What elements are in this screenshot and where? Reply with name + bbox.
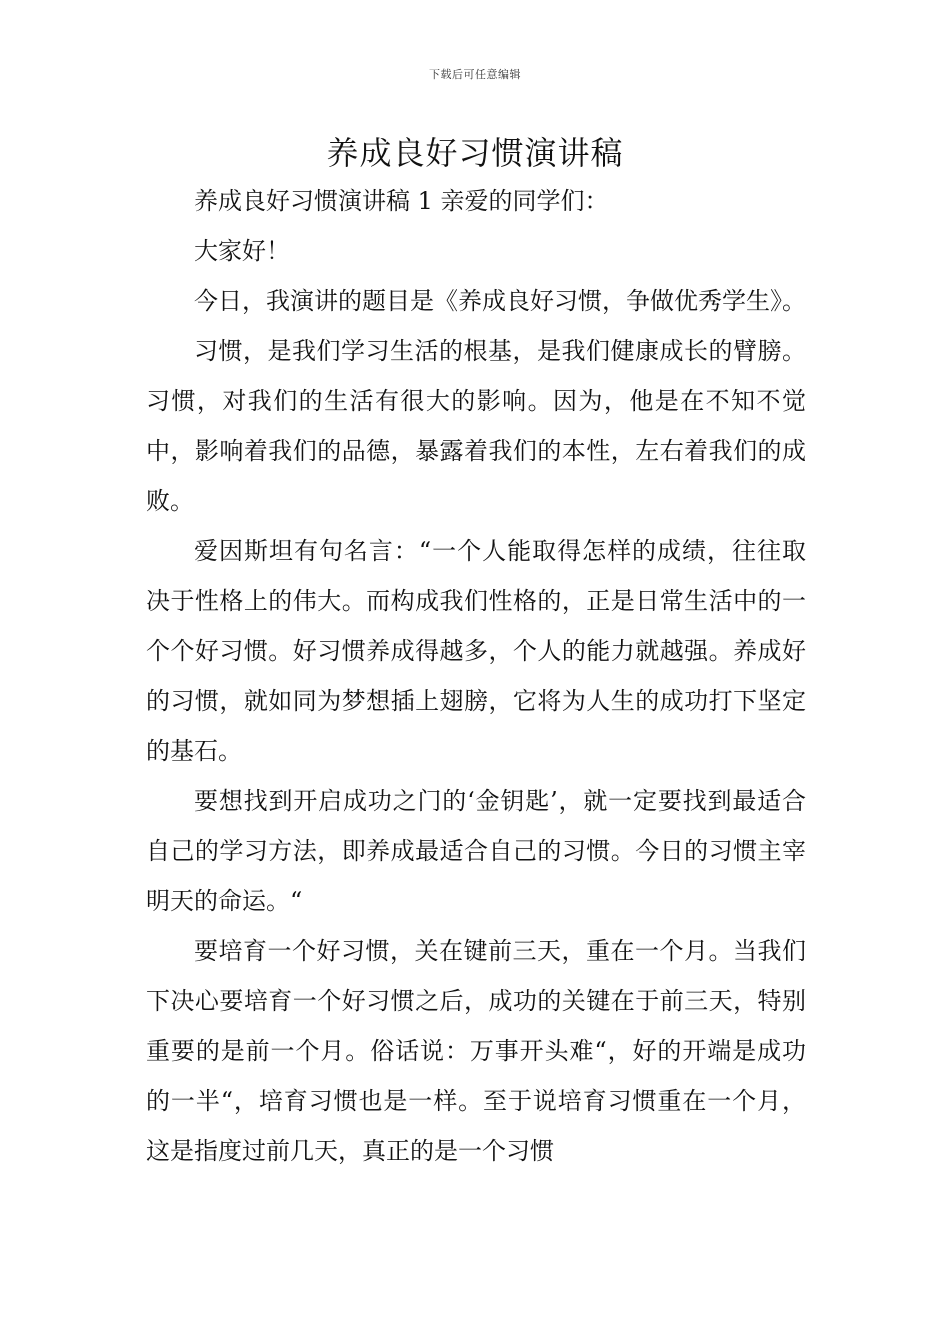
document-title: 养成良好习惯演讲稿: [326, 134, 624, 172]
paragraph-golden-key: 要想找到开启成功之门的‘金钥匙’，就一定要找到最适合自己的学习方法，即养成最适合自己的习惯。今日的习惯主宰明天的命运。“: [146, 787, 806, 915]
paragraph-habits-foundation: 习惯，是我们学习生活的根基，是我们健康成长的臂膀。习惯，对我们的生活有很大的影响。因为，他是在不知不觉中，影响着我们的品德，暴露着我们的本性，左右着我们的成败。: [146, 337, 806, 515]
header-note: 下载后可任意编辑: [429, 68, 521, 81]
paragraph-intro-line: 养成良好习惯演讲稿 1 亲爱的同学们：: [194, 187, 609, 215]
document-body: [146, 176, 806, 1176]
paragraph-topic: 今日，我演讲的题目是《养成良好习惯，争做优秀学生》。: [194, 287, 806, 315]
paragraph-greeting: 大家好！: [194, 237, 290, 265]
paragraph-first-three-days: 要培育一个好习惯，关在键前三天，重在一个月。当我们下决心要培育一个好习惯之后，成功的关键在于前三天，特别重要的是前一个月。俗话说：万事开头难“，好的开端是成功的一半“，培育习惯也是一样。至于说培育习惯重在一个月，这是指度过前几天，真正的是一个习惯: [146, 937, 806, 1165]
paragraph-einstein-quote: 爱因斯坦有句名言：“一个人能取得怎样的成绩，往往取决于性格上的伟大。而构成我们性格的，正是日常生活中的一个个好习惯。好习惯养成得越多，个人的能力就越强。养成好的习惯，就如同为梦想插上翅膀，它将为人生的成功打下坚定的基石。: [146, 537, 806, 765]
